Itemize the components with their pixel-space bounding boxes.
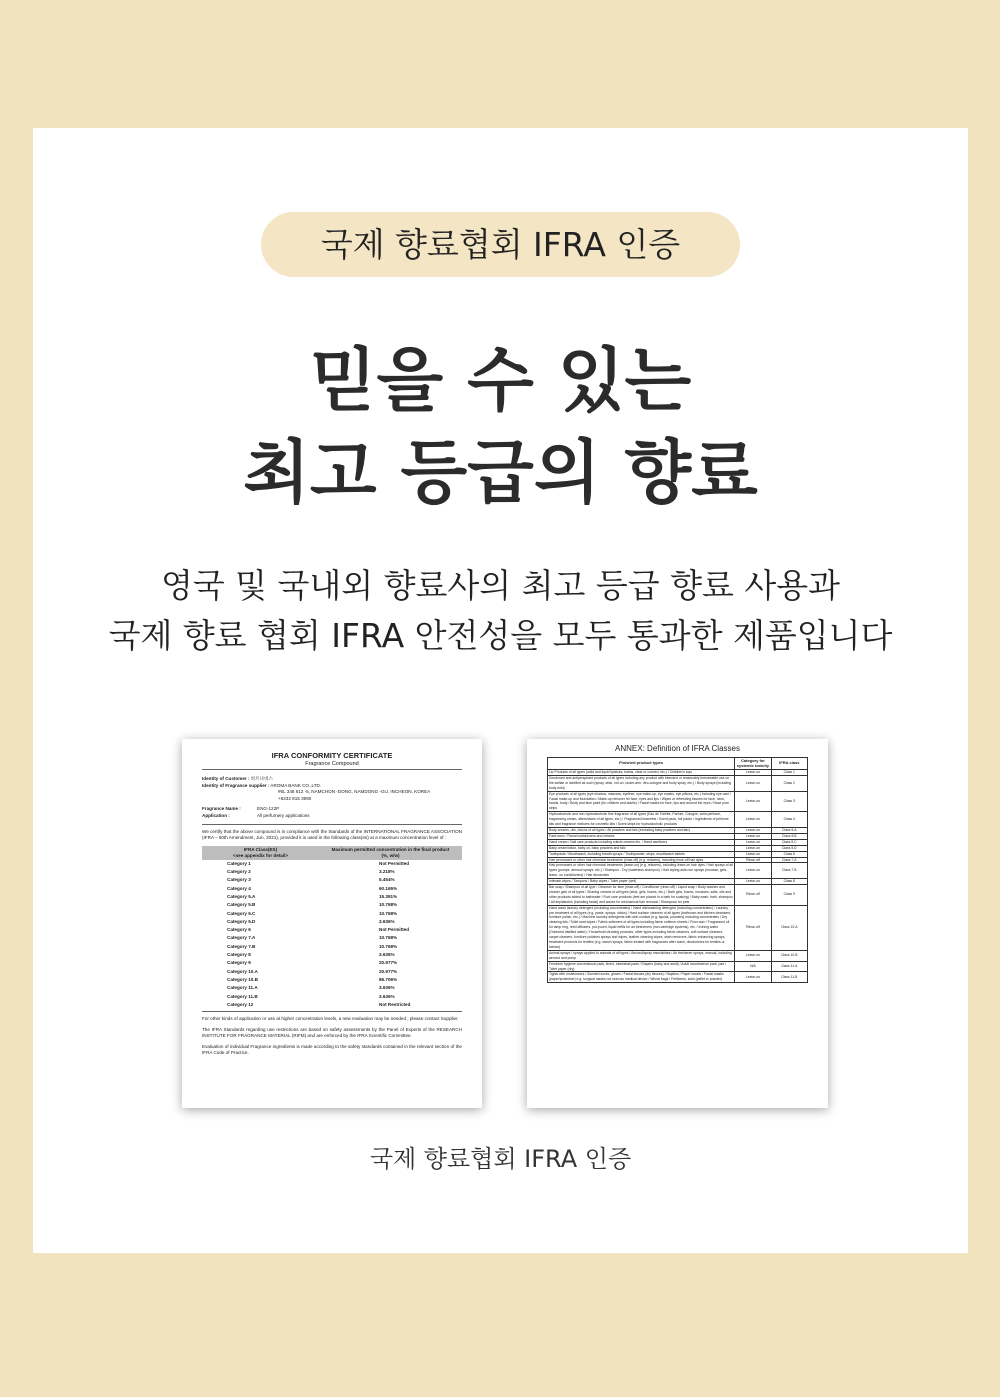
table-row <box>548 791 808 812</box>
table-row <box>202 976 462 984</box>
concentration-cell: 10.768% <box>379 902 398 908</box>
description-line-2: 국제 향료 협회 IFRA 안전성을 모두 통과한 제품입니다 <box>108 616 893 655</box>
toxicity-category-cell: Leave-on <box>735 833 771 839</box>
category-cell: Category 11.B <box>227 993 258 999</box>
ifra-class-cell: Class 10.B <box>771 950 807 961</box>
category-cell: Category 7.A <box>227 935 256 941</box>
ifra-class-cell: Class 3 <box>771 791 807 812</box>
toxicity-category-cell: Leave-on <box>735 839 771 845</box>
toxicity-category-cell: Leave-on <box>735 775 771 791</box>
ifra-class-cell: Class 5.B <box>771 833 807 839</box>
toxicity-category-cell: Leave-on <box>735 972 771 983</box>
toxicity-category-cell: Leave-on <box>735 879 771 885</box>
ifra-certificate-document <box>182 739 482 1108</box>
toxicity-category-cell: N/A <box>735 961 771 972</box>
toxicity-category-cell: Leave-on <box>735 791 771 812</box>
certificate-subtitle: Fragrance Compound <box>305 761 359 767</box>
table-row <box>202 893 462 901</box>
ifra-class-cell: Class 9 <box>771 885 807 906</box>
product-type-cell: Face tonic / Facial moisturizers and creams <box>548 833 735 839</box>
table-row <box>202 984 462 992</box>
concentration-cell: 10.768% <box>379 910 398 916</box>
concentration-cell: Not Permitted <box>379 860 410 866</box>
ifra-class-cell: Class 10.A <box>771 905 807 950</box>
product-type-cell: Animal sprays / sprays applied to animals of all types / Aerosol/spray insecticides / Air freshener sprays, manual, including aerosol and pump <box>548 950 735 961</box>
toxicity-category-cell: Leave-on <box>735 950 771 961</box>
category-cell: Category 5.C <box>227 910 256 916</box>
content-card <box>33 128 968 1253</box>
certificate-title: IFRA CONFORMITY CERTIFICATE <box>271 751 393 760</box>
ifra-class-cell: Class 1 <box>771 770 807 776</box>
table-row <box>202 901 462 909</box>
concentration-cell: 86.706% <box>379 976 398 982</box>
product-type-cell: Intimate wipes / Tampons / Baby wipes / Toilet paper (wet) <box>548 879 735 885</box>
category-cell: Category 12 <box>227 1001 254 1007</box>
table-row <box>548 950 808 961</box>
product-type-cell: Hand wash laundry detergent (including concentrates) / Hand dishwashing detergent (including concentrates) / Laundry pre-treatment of all types (e.g. paste, sprays, sticks) / Hard surface cleaners of all types (bathroom and kitchen cleansers, furniture polish, etc.) / Machine laundry detergents with skin contact (e.g. liquids, powders) including concentrates / Dry cleaning kits / Toilet seat wipes / Fabric softeners of all types including fabric softener sheets / Floor wax / Fragranced oil for lamp ring, reed diffusers, pot-pourri, liquid refills for air fresheners (non-cartridge systems), etc. / Ironing water (Odorized distilled water) / Household cleaning products, other types including fabric cleaners, soft surface cleaners, carpet cleaners, furniture polishes sprays and wipes, leather cleaning wipes, stain removers, fabric enhancing sprays, treatment products for textiles (e.g. starch sprays, fabric treated with fragrances after wash, deodorizers for textiles or fabrics) <box>548 905 735 950</box>
certificate-footer-3: Evaluation of individual Fragrance ingredients is made according to the safety standards contained in the relevant section of the IFRA Code of Practice. <box>202 1043 462 1056</box>
product-type-cell: Bar soap / Shampoo of all type / Cleanser for face (rinse-off) / Conditioner (rinse-off) / Liquid soap / Body washes and shower gels of all types / Shaving creams of all types (stick, gels, foams, etc.) / Bath gels, foams, mousses, salts, oils and other products added to bathwater / Foot care products (feet are placed in a bath for soaking) / Baby wash, bath, shampoo / All depilatories (including facial) and waxes for mechanical hair removal / Shampoos for pets <box>548 885 735 906</box>
product-type-cell: Tights with moisturizers / Scented socks, gloves / Facial tissues (dry tissues) / Napkins / Paper towels / Facial masks (paper/protective) e.g. surgical masks not used as medical device / Wheat bags / Fertilizers, solid (pellet or powder) <box>548 972 735 983</box>
certificate-caption: 국제 향료협회 IFRA 인증 <box>369 1145 632 1173</box>
ifra-class-cell: Class 7.B <box>771 863 807 879</box>
toxicity-category-cell: Rinse-off <box>735 905 771 950</box>
category-cell: Category 1 <box>227 860 251 866</box>
category-cell: Category 4 <box>227 885 251 891</box>
table-row <box>202 918 462 926</box>
category-cell: Category 5.B <box>227 902 256 908</box>
concentration-cell: 3.218% <box>379 869 395 875</box>
table-row <box>548 775 808 791</box>
certificate-identity: Identity of Customer : 바르나비스 Identity of Fragrance supplier : AROMA BANK CO.,LTD. #6L 348 612 -5, NAMCHON -DONG, NAMDONG -GU, INCHEON, KOREA +8232 815 3990 Fragrance Name : ENG-122P Application : All perfumery applications <box>202 776 431 818</box>
certificate-footer-2: The IFRA Standards regarding use restrictions are based on safety assessments by the Panel of Experts of the RESEARCH INSTITUTE FOR FRAGRANCE MATERIAL (RIFM) and are enforced by the IFRA Scientific Committee. <box>202 1026 462 1039</box>
table-row <box>202 910 462 918</box>
table-row <box>202 860 462 868</box>
table-row <box>202 876 462 884</box>
toxicity-category-cell: Leave-on <box>735 851 771 857</box>
ifra-class-cell: Class 2 <box>771 775 807 791</box>
ifra-class-cell: Class 11.B <box>771 972 807 983</box>
annex-title: ANNEX: Definition of IFRA Classes <box>615 744 740 753</box>
product-type-cell: Baby cream/lotion, baby oil, baby powders and talc <box>548 845 735 851</box>
table-row <box>202 951 462 959</box>
toxicity-category-cell: Leave-on <box>735 827 771 833</box>
concentration-cell: Not Restricted <box>379 1001 411 1007</box>
category-cell: Category 10.A <box>227 968 258 974</box>
product-type-cell: Hydroalcoholic and non-hydroalcoholic fine fragrance of all types (Eau de Toilette, Parfum, Cologne, solid perfume, fragrancing cream, aftershaves of all types, etc.) / Fragranced bracelets / Scent pads, foil packs / Ingredients of perfume kits and fragrance mixtures for cosmetic kits / Scent strips for hydroalcoholic products <box>548 812 735 828</box>
table-row <box>548 961 808 972</box>
category-cell: Category 5.A <box>227 893 256 899</box>
concentration-cell: 20.977% <box>379 968 398 974</box>
table-row <box>548 863 808 879</box>
annex-table: Finished product types Category for systemic toxicity IFRA class Lip Products of all types (solid and liquid lipsticks, balms, clear or colored, etc.) / Children's toys Leave-on Class 1 Deodorant and antiperspirant products of all types including any product with intended or reasonably foreseeable use on the axillae or labelled as such (spray, stick, roll-on, under-arm, deo-cologne and body spray, etc.) / Body sprays (including body mist) Leave-on Class 2 Eye products of all types (eye shadow, mascara, eyeliner, eye make-up, eye masks, eye pillows, etc.) including eye care / Facial make-up and foundation / Make-up remover for face, eyes and lips / Wipes or refreshing tissues for face, neck, hands, body / Body and face paint (for children and adults) / Facial masks for face, lips and around the eyes / Nose pore strips Leave-on Class 3 Hydroalcoholic and non-hydroalcoholic fine fragrance of all types (Eau de Toilette, Parfum, Cologne, solid perfume, fragrancing cream, aftershaves of all types, etc.) / Fragranced bracelets / Scent pads, foil packs / Ingredients of perfume kits and fragrance mixtures for cosmetic kits / Scent strips for hydroalcoholic products Leave-on Class 4 Body creams, oils, lotions of all types / All powders and talc (excluding baby powders and talc) Leave-on Class 5.A Face tonic / Facial moisturizers and creams Leave-on Class 5.B Hand cream / Nail care products including cuticle creams etc. / Hand sanitizers Leave-on Class 5.C Baby cream/lotion, baby oil, baby powders and talc Leave-on Class 5.D Toothpaste / Mouthwash, including breath sprays / Toothpowder, strips, mouthwash tablets Leave-on Class 6 Hair permanent or other hair chemical treatments (rinse-off) (e.g. relaxers), including rinse-off hair dyes Rinse-off Class 7.A Hair permanent or other hair chemical treatments (leave-on) (e.g. relaxers), including leave-on hair dyes / Hair sprays of all types (pumps, aerosol sprays, etc.) / Shampoo - Dry (waterless shampoo) / Hair styling aids non sprays (mousse, gels, leave- on conditioners) / Hair deodorizer Leave-on Class 7.B Intimate wipes / Tampons / Baby wipes / Toilet paper (wet) Leave-on Class 8 Bar soap / Shampoo of all type / Cleanser for face (rinse-off) / Conditioner (rinse-off) / Liquid soap / Body washes and shower gels of all types / Shaving creams of all types (stick, gels, foams, etc.) / Bath gels, foams, mousses, salts, oils and other products added to bathwater / Foot care products (feet are placed in a bath for soaking) / Baby wash, bath, shampoo / All depilatories (including facial) and waxes for mechanical hair removal / Shampoos for pets Rinse-off Class 9 Hand wash laundry detergent (including concentrates) / Hand dishwashing detergent (including concentrates) / Laundry pre-treatment of all types (e.g. paste, sprays, sticks) / Hard surface cleaners of all types (bathroom and kitchen cleansers, furniture polish, etc.) / Machine laundry detergents with skin contact (e.g. liquids, powders) including concentrates / Dry cleaning kits / Toilet seat wipes / Fabric softeners of all types including fabric softener sheets / Floor wax / Fragranced oil for lamp ring, reed diffusers, pot-pourri, liquid refills for air fresheners (non-cartridge systems), etc. / Ironing water (Odorized distilled water) / Household cleaning products, other types including fabric cleaners, soft surface cleaners, carpet cleaners, furniture polishes sprays and wipes, leather cleaning wipes, stain removers, fabric enhancing sprays, treatment products for textiles (e.g. starch sprays, fabric treated with fragrances after wash, deodorizers for textiles or fabrics) Rinse-off Class 10.A Animal sprays / sprays applied to animals of all types / Aerosol/spray insecticides / Air freshener sprays, manual, including aerosol and pump Leave-on Class 10.B Feminine hygiene conventional pads, liners, interlabial pads / Diapers (baby and adult) / Adult incontinence pant, pad / Toilet paper (dry) N/A Class 11.A Tights with moisturizers / Scented socks, gloves / Facial tissues (dry tissues) / Napkins / Paper towels / Facial masks (paper/protective) e.g. surgical masks not used as medical device / Wheat bags / Fertilizers, solid (pellet or powder) Leave-on Class 11.B <box>547 757 808 983</box>
table-row <box>548 885 808 906</box>
certificate-footer-1: For other kinds of application or use at higher concentration levels, a new evaluation may be needed ; please contact Supplier. <box>202 1016 459 1022</box>
ifra-class-cell: Class 8 <box>771 879 807 885</box>
headline-line-1: 믿을 수 있는 <box>309 341 692 421</box>
ifra-class-cell: Class 5.D <box>771 845 807 851</box>
headline-line-2: 최고 등급의 향료 <box>243 433 758 513</box>
category-cell: Category 3 <box>227 877 251 883</box>
concentration-cell: 5.454% <box>379 877 395 883</box>
product-type-cell: Hair permanent or other hair chemical treatments (leave-on) (e.g. relaxers), including leave-on hair dyes / Hair sprays of all types (pumps, aerosol sprays, etc.) / Shampoo - Dry (waterless shampoo) / Hair styling aids non sprays (mousse, gels, leave- on conditioners) / Hair deodorizer <box>549 863 733 878</box>
toxicity-category-cell: Leave-on <box>735 845 771 851</box>
certificate-table: IFRA Class(ES) <see appendix for detail> Maximum permitted concentration in the final product (%, w/w) Category 1 Not Permitted Category 2 3.218% Category 3 5.454% Category 4 60.165% Category 5.A 15.391% Category 5.B 10.768% Category 5.C 10.768% Category 5.D 3.636% Category 6 Not Permitted Category 7.A 10.768% Category 7.B 10.768% Category 8 3.636% Category 9 20.977% Category 10.A 20.977% Category 10.B 86.706% Category 11.A 3.636% Category 11.B 3.636% Category 12 Not Restricted <box>202 846 462 1009</box>
category-cell: Category 10.B <box>227 976 258 982</box>
product-type-cell: Eye products of all types (eye shadow, mascara, eyeliner, eye make-up, eye masks, eye pillows, etc.) including eye care / Facial make-up and foundation / Make-up remover for face, eyes and lips / Wipes or refreshing tissues for face, neck, hands, body / Body and face paint (for children and adults) / Facial masks for face, lips and around the eyes / Nose pore strips <box>548 791 735 812</box>
toxicity-category-cell: Leave-on <box>735 863 771 879</box>
table-row <box>202 993 462 1001</box>
product-type-cell: Hair permanent or other hair chemical treatments (rinse-off) (e.g. relaxers), including rinse-off hair dyes <box>548 857 735 863</box>
concentration-cell: 20.977% <box>379 960 398 966</box>
toxicity-category-cell: Leave-on <box>735 770 771 776</box>
concentration-cell: 3.636% <box>379 985 395 991</box>
concentration-cell: 15.391% <box>379 893 398 899</box>
toxicity-category-cell: Rinse-off <box>735 885 771 906</box>
ifra-class-cell: Class 4 <box>771 812 807 828</box>
certificate-statement: We certify that the above compound is in compliance with the Standards of the INTERNATIONAL FRAGRANCE ASSOCIATION (IFRA – 50th Amendment, Jun, 2021), provided it is used in the following class(es) at a maximum concentration level of : <box>202 828 462 841</box>
description-line-1: 영국 및 국내외 향료사의 최고 등급 향료 사용과 <box>160 566 841 605</box>
ifra-badge: 국제 향료협회 IFRA 인증 <box>261 212 740 277</box>
table-row <box>202 868 462 876</box>
ifra-class-cell: Class 5.A <box>771 827 807 833</box>
ifra-class-cell: Class 11.A <box>771 961 807 972</box>
concentration-cell: 10.768% <box>379 935 398 941</box>
ifra-class-cell: Class 6 <box>771 851 807 857</box>
category-cell: Category 6 <box>227 927 251 933</box>
category-cell: Category 11.A <box>227 985 258 991</box>
category-cell: Category 5.D <box>227 918 256 924</box>
product-type-cell: Lip Products of all types (solid and liquid lipsticks, balms, clear or colored, etc.) / Children's toys <box>548 770 735 776</box>
toxicity-category-cell: Rinse-off <box>735 857 771 863</box>
category-cell: Category 9 <box>227 960 251 966</box>
concentration-cell: 3.636% <box>379 993 395 999</box>
toxicity-category-cell: Leave-on <box>735 812 771 828</box>
product-type-cell: Toothpaste / Mouthwash, including breath sprays / Toothpowder, strips, mouthwash tablets <box>548 851 735 857</box>
table-row <box>548 812 808 828</box>
product-type-cell: Feminine hygiene conventional pads, liners, interlabial pads / Diapers (baby and adult) / Adult incontinence pant, pad / Toilet paper (dry) <box>548 961 735 972</box>
table-row <box>202 934 462 942</box>
ifra-annex-document <box>527 739 828 1108</box>
table-row <box>202 968 462 976</box>
table-row <box>202 926 462 934</box>
ifra-class-cell: Class 7.A <box>771 857 807 863</box>
table-row <box>202 959 462 967</box>
table-row <box>202 943 462 951</box>
table-row <box>202 1001 462 1009</box>
table-row <box>548 972 808 983</box>
concentration-cell: 3.636% <box>379 952 395 958</box>
category-cell: Category 8 <box>227 952 251 958</box>
concentration-cell: 3.636% <box>379 918 395 924</box>
concentration-cell: 10.768% <box>379 943 398 949</box>
concentration-cell: Not Permitted <box>379 927 410 933</box>
table-row <box>202 885 462 893</box>
product-type-cell: Body creams, oils, lotions of all types / All powders and talc (excluding baby powders and talc) <box>548 827 735 833</box>
product-type-cell: Hand cream / Nail care products including cuticle creams etc. / Hand sanitizers <box>548 839 735 845</box>
table-row <box>548 905 808 950</box>
product-type-cell: Deodorant and antiperspirant products of all types including any product with intended or reasonably foreseeable use on the axillae or labelled as such (spray, stick, roll-on, under-arm, deo-cologne and body spray, etc.) / Body sprays (including body mist) <box>548 775 735 791</box>
category-cell: Category 2 <box>227 869 251 875</box>
concentration-cell: 60.165% <box>379 885 398 891</box>
category-cell: Category 7.B <box>227 943 256 949</box>
ifra-class-cell: Class 5.C <box>771 839 807 845</box>
